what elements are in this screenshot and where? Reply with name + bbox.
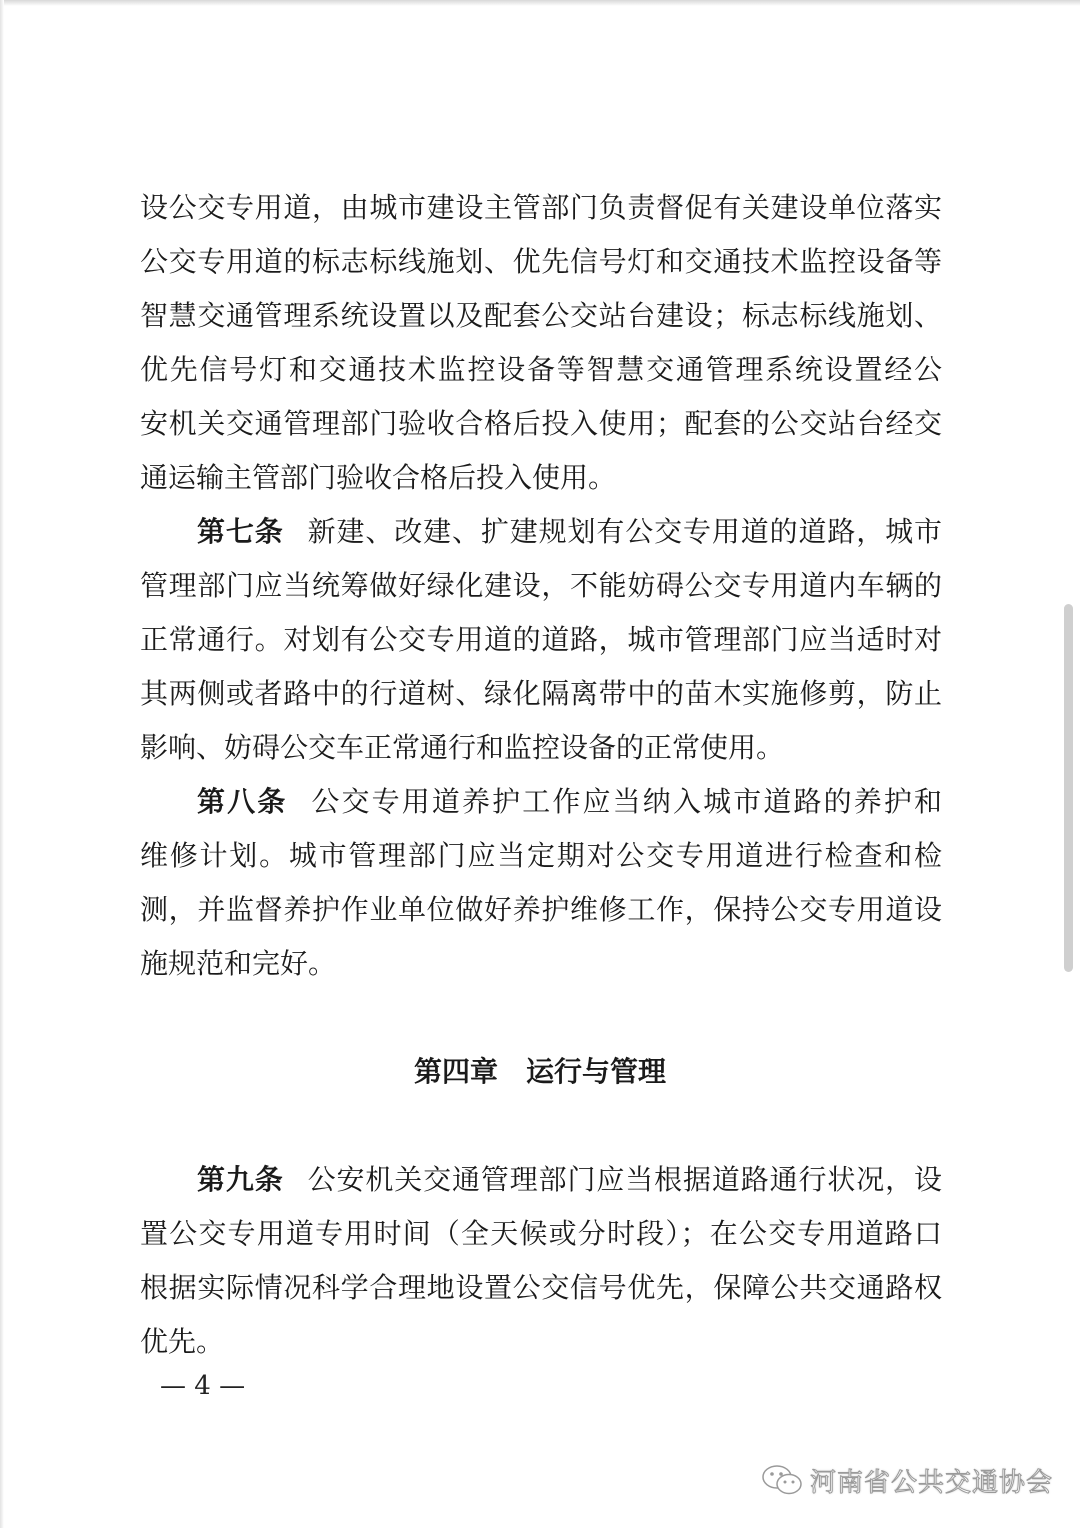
chapter-heading	[0, 1052, 1080, 1092]
text-line: 施规范和完好。	[140, 947, 337, 980]
text-line: 维修计划。城市管理部门应当定期对公交专用道进行检查和检	[140, 839, 942, 872]
article-label: 第九条	[197, 1163, 284, 1196]
text-line: 通运输主管部门验收合格后投入使用。	[140, 461, 617, 494]
text-line: 优先。	[140, 1325, 225, 1358]
page-top-edge	[0, 0, 1080, 6]
text-line: 公安机关交通管理部门应当根据道路通行状况，设	[307, 1163, 942, 1196]
chapter-number: 第四章	[413, 1055, 498, 1088]
text-line: 新建、改建、扩建规划有公交专用道的道路，城市	[307, 515, 942, 548]
text-line: 影响、妨碍公交车正常通行和监控设备的正常使用。	[140, 731, 785, 764]
text-line: 管理部门应当统筹做好绿化建设，不能妨碍公交专用道内车辆的	[140, 569, 942, 602]
page-number: — 4 —	[160, 1371, 246, 1401]
text-line: 测，并监督养护作业单位做好养护维修工作，保持公交专用道设	[140, 893, 942, 926]
watermark-text: 河南省公共交通协会	[810, 1467, 1054, 1498]
text-line: 其两侧或者路中的行道树、绿化隔离带中的苗木实施修剪，防止	[140, 677, 942, 710]
page-left-edge	[0, 0, 4, 1528]
article-first-line	[197, 1160, 942, 1200]
article-first-line	[197, 512, 942, 552]
article-label: 第八条	[197, 785, 288, 818]
text-line: 公交专用道的标志标线施划、优先信号灯和交通技术监控设备等	[140, 245, 942, 278]
text-line: 设公交专用道，由城市建设主管部门负责督促有关建设单位落实	[140, 191, 942, 224]
text-line: 优先信号灯和交通技术监控设备等智慧交通管理系统设置经公	[140, 353, 942, 386]
scrollbar-thumb[interactable]	[1064, 604, 1073, 972]
article-label: 第七条	[197, 515, 284, 548]
article-first-line	[197, 782, 942, 822]
watermark	[760, 1456, 1053, 1504]
text-line: 公交专用道养护工作应当纳入城市道路的养护和	[311, 785, 942, 818]
text-line: 根据实际情况科学合理地设置公交信号优先，保障公共交通路权	[140, 1271, 942, 1304]
chapter-title: 运行与管理	[526, 1055, 667, 1088]
text-line: 正常通行。对划有公交专用道的道路，城市管理部门应当适时对	[140, 623, 942, 656]
text-line: 置公交专用道专用时间（全天候或分时段）；在公交专用道路口	[140, 1217, 942, 1250]
wechat-icon	[760, 1463, 804, 1497]
text-line: 智慧交通管理系统设置以及配套公交站台建设；标志标线施划、	[140, 299, 942, 332]
text-line: 安机关交通管理部门验收合格后投入使用；配套的公交站台经交	[140, 407, 942, 440]
